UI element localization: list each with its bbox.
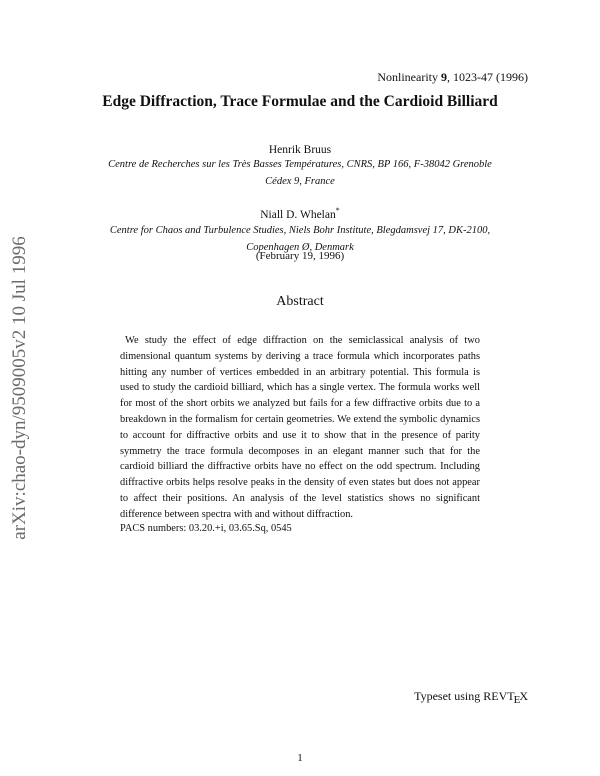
journal-name: Nonlinearity bbox=[377, 70, 438, 84]
journal-citation bbox=[377, 70, 528, 85]
author-affiliation-1: Centre de Recherches sur les Très Basses Températures, CNRS, BP 166, F-38042 Grenoble Cédex 9, France bbox=[108, 159, 492, 187]
page-number: 1 bbox=[297, 752, 303, 764]
abstract-heading: Abstract bbox=[276, 294, 324, 309]
paper-date: (February 19, 1996) bbox=[255, 250, 345, 262]
arxiv-stamp: arXiv:chao-dyn/9509005v2 10 Jul 1996 bbox=[9, 236, 30, 540]
paper-title: Edge Diffraction, Trace Formulae and the Cardioid Billiard bbox=[102, 93, 498, 110]
typeset-note: Typeset using REVTEX bbox=[414, 689, 528, 706]
abstract-body: We study the effect of edge diffraction on the semiclassical analysis of two dimensional quantum systems by deriving a trace formula which incorporates paths hitting any number of vertices embedded in an arbitrary potential. This formula is used to study the cardioid billiard, which has a single vertex. The formula works well for most of the short orbits we analyzed but fails for a few diffractive orbits due to a breakdown in the formalism for certain geometries. We extend the symbolic dynamics to account for diffractive orbits and use it to show that in the presence of parity symmetry the trace formula decomposes in an elegant manner such that for the cardioid billiard the diffractive orbits have no effect on the odd spectrum. Including diffractive orbits helps resolve peaks in the density of even states but does not appear to affect their positions. An analysis of the level statistics shows no significant difference between spectra with and without diffraction. bbox=[120, 335, 480, 520]
journal-volume: 9 bbox=[441, 70, 447, 84]
author-affiliation-2: Centre for Chaos and Turbulence Studies, Niels Bohr Institute, Blegdamsvej 17, DK-2100, Copenhagen Ø, Denmark bbox=[109, 225, 491, 253]
author-name-2: Niall D. Whelan* bbox=[260, 206, 340, 221]
author-name-1: Henrik Bruus bbox=[268, 143, 332, 156]
pacs-numbers: PACS numbers: 03.20.+i, 03.65.Sq, 0545 bbox=[120, 523, 292, 534]
journal-pages: , 1023-47 (1996) bbox=[447, 70, 528, 84]
